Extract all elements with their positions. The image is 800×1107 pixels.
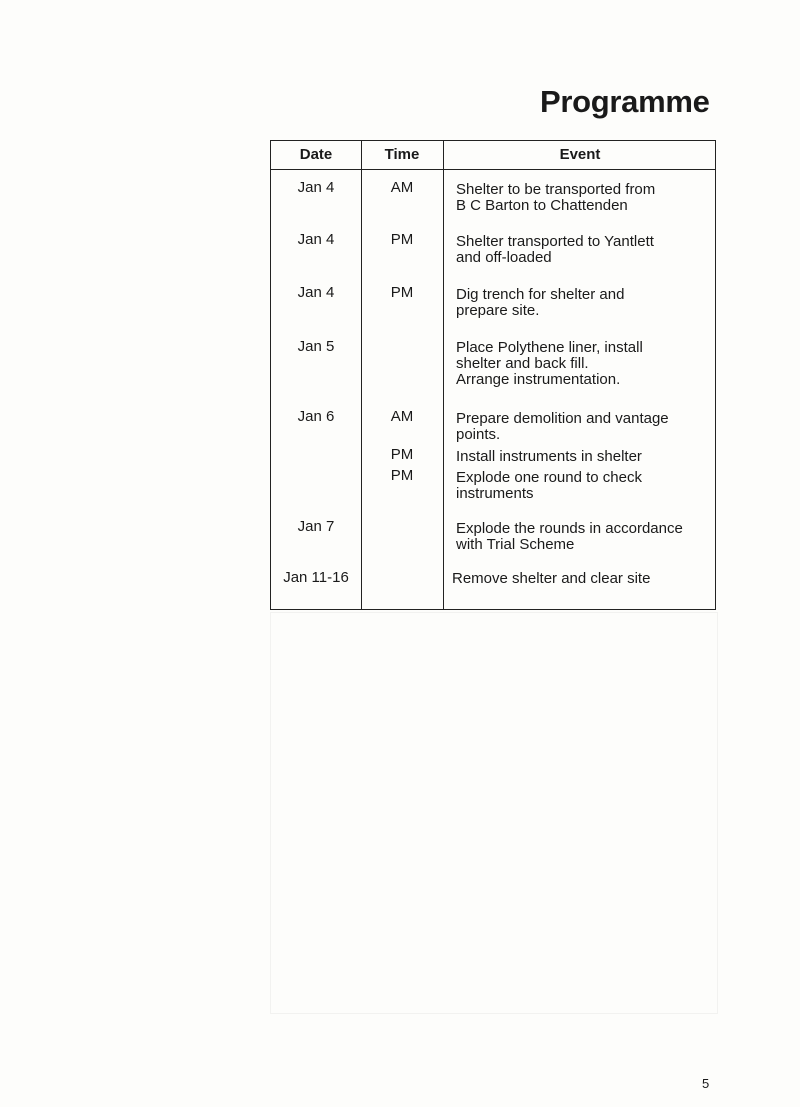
- row-date: Jan 5: [297, 338, 335, 355]
- row-time: PM: [390, 446, 414, 463]
- row-time: AM: [390, 179, 414, 196]
- row-event: Explode the rounds in accordance with Trial Scheme: [456, 520, 683, 553]
- header-date: Date: [299, 146, 333, 163]
- column-divider: [361, 141, 362, 609]
- row-event: Shelter transported to Yantlett and off-loaded: [456, 233, 654, 266]
- row-event: Dig trench for shelter and prepare site.: [456, 286, 625, 319]
- header-time: Time: [384, 146, 420, 163]
- page-number: 5: [702, 1076, 710, 1091]
- row-date: Jan 4: [297, 179, 335, 196]
- header-divider: [271, 169, 715, 170]
- page-title: Programme: [540, 84, 710, 119]
- row-event: Explode one round to check instruments: [456, 469, 642, 502]
- row-date: Jan 7: [297, 518, 335, 535]
- row-event: Place Polythene liner, install shelter and back fill. Arrange instrumentation.: [456, 339, 643, 388]
- show-through-outline: [270, 612, 718, 1014]
- column-divider: [443, 141, 444, 609]
- row-date: Jan 6: [297, 408, 335, 425]
- row-date: Jan 11-16: [283, 569, 349, 586]
- row-date: Jan 4: [297, 231, 335, 248]
- row-event: Shelter to be transported from B C Barton to Chattenden: [456, 181, 656, 214]
- programme-table: [270, 140, 716, 610]
- row-event: Prepare demolition and vantage points.: [456, 410, 669, 443]
- row-time: PM: [390, 467, 414, 484]
- row-event: Install instruments in shelter: [456, 448, 642, 465]
- row-date: Jan 4: [297, 284, 335, 301]
- row-event: Remove shelter and clear site: [452, 570, 651, 587]
- row-time: PM: [390, 231, 414, 248]
- row-time: AM: [390, 408, 414, 425]
- header-event: Event: [559, 146, 601, 163]
- row-time: PM: [390, 284, 414, 301]
